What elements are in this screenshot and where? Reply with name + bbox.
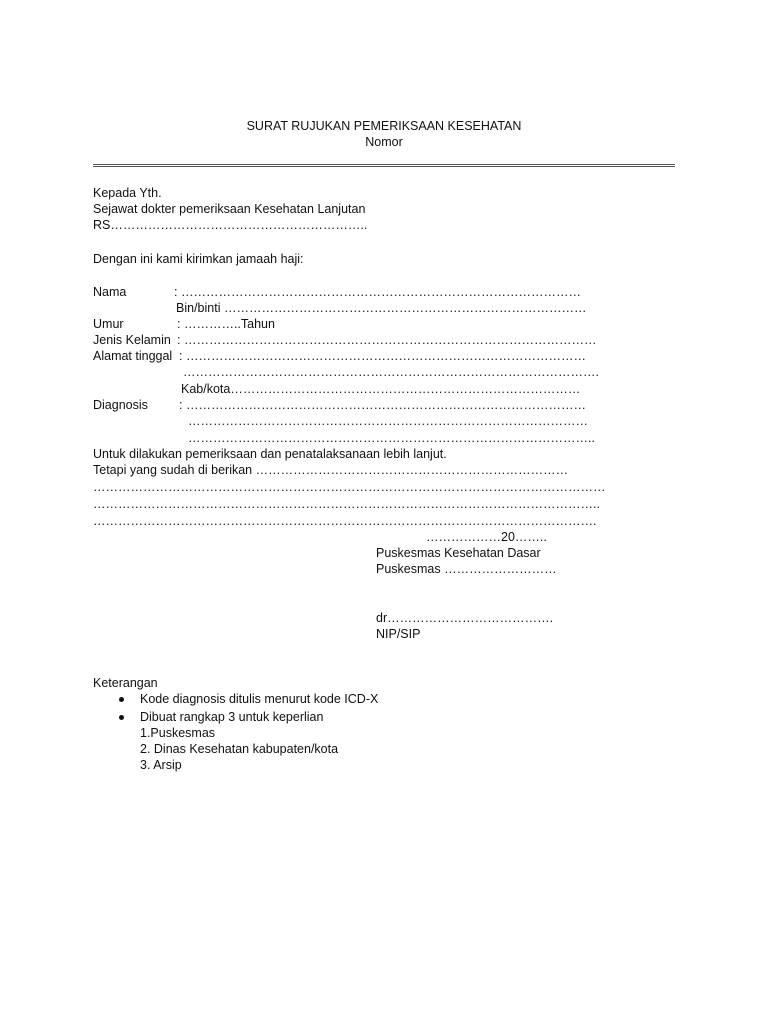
treatment-line-4: …………………………………………………………………………………………………………. <box>93 514 597 528</box>
note-sub-item-1: 1.Puskesmas <box>140 726 216 740</box>
diagnosis-label: Diagnosis <box>93 398 148 412</box>
intro-text: Dengan ini kami kirimkan jamaah haji: <box>93 252 304 266</box>
umur-label: Umur <box>93 317 124 331</box>
notes-heading: Keterangan <box>93 676 158 690</box>
note-item-2: Dibuat rangkap 3 untuk keperlian <box>140 710 324 724</box>
kab-kota-value: Kab/kota………………………………………………………………………… <box>181 382 581 396</box>
bullet-icon <box>119 697 124 702</box>
treatment-line-2: …………………………………………………………………………………………………………… <box>93 480 606 494</box>
referral-purpose: Untuk dilakukan pemeriksaan dan penatalaksanaan lebih lanjut. <box>93 447 447 461</box>
recipient-hospital: RS…………………………………………………….. <box>93 218 368 232</box>
bin-binti-value: Bin/binti …………………………………………………………………………… <box>176 301 587 315</box>
jenis-kelamin-value: : ……………………………………………………………………………………… <box>177 333 597 347</box>
alamat-line-2: ………………………………………………………………………………………. <box>183 365 599 379</box>
treatment-given: Tetapi yang sudah di berikan ………………………………………………………………… <box>93 463 569 477</box>
treatment-line-3: ………………………………………………………………………………………………………….. <box>93 497 600 511</box>
bullet-icon <box>119 715 124 720</box>
diagnosis-value: : …………………………………………………………………………………… <box>179 398 586 412</box>
header-divider <box>93 164 675 167</box>
signature-doctor: dr…………………………………. <box>376 611 554 625</box>
signature-puskesmas: Puskesmas ……………………… <box>376 562 557 576</box>
signature-nip: NIP/SIP <box>376 627 421 641</box>
note-sub-item-3: 3. Arsip <box>140 758 182 772</box>
recipient-greeting: Kepada Yth. <box>93 186 162 200</box>
umur-value: : …………..Tahun <box>177 317 275 331</box>
alamat-label: Alamat tinggal <box>93 349 173 363</box>
nama-label: Nama <box>93 285 127 299</box>
jenis-kelamin-label: Jenis Kelamin <box>93 333 171 347</box>
signature-organization: Puskesmas Kesehatan Dasar <box>376 546 541 560</box>
diagnosis-line-3: …………………………………………………………………………………….. <box>188 431 595 445</box>
nama-value: : …………………………………………………………………………………… <box>174 285 581 299</box>
note-sub-item-2: 2. Dinas Kesehatan kabupaten/kota <box>140 742 339 756</box>
signature-date: ………………20…….. <box>426 530 547 544</box>
alamat-value: : …………………………………………………………………………………… <box>179 349 586 363</box>
document-title: SURAT RUJUKAN PEMERIKSAAN KESEHATAN <box>246 119 522 133</box>
diagnosis-line-2: …………………………………………………………………………………… <box>188 414 588 428</box>
note-item-1: Kode diagnosis ditulis menurut kode ICD-X <box>140 692 379 706</box>
recipient-addressee: Sejawat dokter pemeriksaan Kesehatan Lanjutan <box>93 202 366 216</box>
document-number-label: Nomor <box>365 135 403 149</box>
